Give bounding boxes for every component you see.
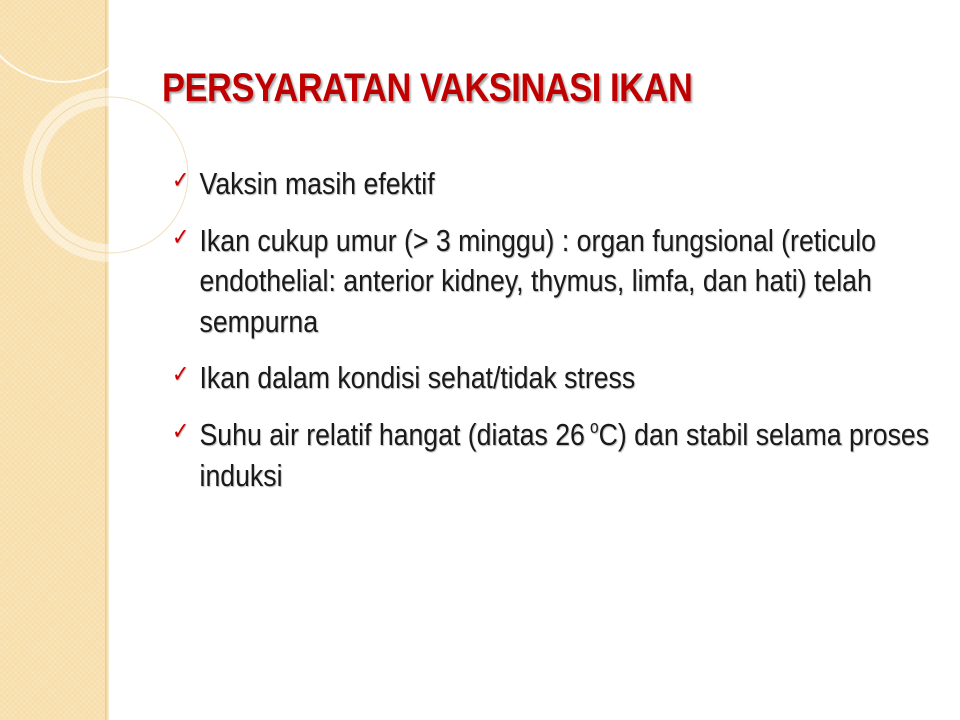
- bullet-list: [172, 164, 946, 512]
- check-icon: ✓: [172, 166, 190, 194]
- bullet-text: Ikan dalam kondisi sehat/tidak stress: [199, 360, 636, 396]
- check-icon: ✓: [172, 417, 190, 446]
- bullet-item-health: [172, 358, 946, 399]
- degree-superscript: o: [590, 417, 599, 438]
- bullet-text: [200, 417, 930, 493]
- bullet-item-age: [172, 221, 946, 343]
- bullet-item-temperature: [172, 415, 946, 496]
- bullet-text: Vaksin masih efektif: [199, 166, 435, 201]
- bullet-text: Ikan cukup umur (> 3 minggu) : organ fungsional (reticulo endothelial: anterior kidney, thymus, limfa, dan hati) telah sempurna: [199, 222, 877, 339]
- bullet-text-after: C) dan stabil selama proses induksi: [199, 417, 930, 493]
- decorative-circles: [0, 0, 200, 320]
- check-icon: ✓: [172, 222, 190, 251]
- slide-title: PERSYARATAN VAKSINASI IKAN: [162, 66, 693, 110]
- check-icon: ✓: [172, 360, 190, 389]
- bullet-text-before: Suhu air relatif hangat (diatas 26: [199, 417, 585, 453]
- bullet-item-vaccine: [172, 164, 946, 205]
